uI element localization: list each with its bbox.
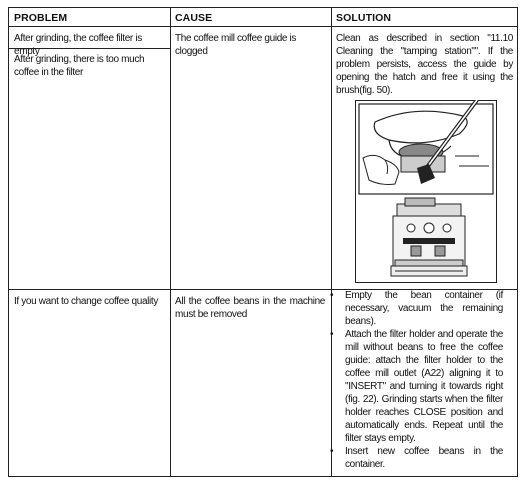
solution-clean-guide: Clean as described in section "11.10 Cleaning the "tamping station"". If the problem persists, access the guide by opening the hatch and free it using the brush(fig. 50). bbox=[336, 33, 513, 96]
cause-remove-beans: All the coffee beans in the machine must be removed bbox=[175, 296, 325, 320]
header-problem: PROBLEM bbox=[14, 12, 68, 24]
problem-change-quality: If you want to change coffee quality bbox=[14, 296, 158, 307]
header-solution: SOLUTION bbox=[336, 12, 392, 24]
list-item: • Insert new coffee beans in the container. bbox=[330, 446, 503, 470]
problem-empty-filter: After grinding, the coffee filter is empty bbox=[14, 33, 142, 57]
bullet-icon: • bbox=[330, 329, 334, 340]
list-item: • Attach the filter holder and operate the mill without beans to free the coffee guide: attach the filter holder to the coffee mill outlet (A22) aligning it to "INSERT" and turning it towards right (fig. 22). Grinding starts when the filter holder reaches CLOSE position and automatically ends. Repeat until the filter stays empty. bbox=[330, 329, 503, 444]
bullet-icon: • bbox=[330, 446, 334, 457]
bullet-icon: • bbox=[330, 290, 334, 301]
coffee-machine-brush-icon bbox=[355, 100, 497, 283]
list-item: • Empty the bean container (if necessary, vacuum the remaining beans). bbox=[330, 290, 503, 327]
column-divider bbox=[170, 8, 171, 476]
header-divider bbox=[9, 26, 517, 27]
solution-steps-list bbox=[328, 289, 503, 471]
cause-guide-clogged: The coffee mill coffee guide is clogged bbox=[175, 33, 297, 57]
header-cause: CAUSE bbox=[175, 12, 213, 24]
problem-too-much-coffee: After grinding, there is too much coffee in the filter bbox=[14, 54, 145, 78]
